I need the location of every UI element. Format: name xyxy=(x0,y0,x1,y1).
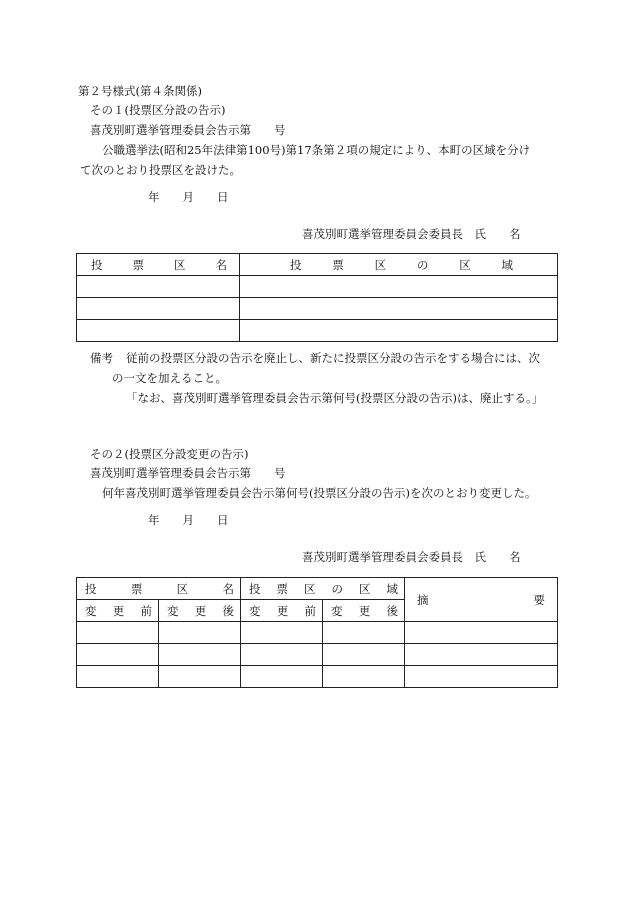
table-cell xyxy=(77,622,159,644)
header-char: 変 xyxy=(249,603,261,618)
part2-table xyxy=(76,577,558,688)
table-cell xyxy=(77,276,240,298)
header-char: 票 xyxy=(276,581,288,596)
table-row xyxy=(77,320,558,342)
header-char: 更 xyxy=(358,603,371,618)
header-char: 域 xyxy=(501,257,513,272)
table-cell xyxy=(240,320,558,342)
header-char: 更 xyxy=(194,603,207,618)
table-cell xyxy=(77,298,240,320)
header-cell xyxy=(241,578,405,600)
table-cell xyxy=(77,644,159,666)
table-header-row xyxy=(77,254,558,276)
table-cell xyxy=(240,298,558,320)
part1-notice-line: 喜茂別町選挙管理委員会告示第 号 xyxy=(90,123,286,137)
header-char: 前 xyxy=(140,603,152,618)
table-cell xyxy=(159,644,241,666)
table-cell xyxy=(241,622,323,644)
header-char: 票 xyxy=(130,581,143,596)
header-char: 要 xyxy=(533,592,545,607)
header-cell xyxy=(323,600,405,622)
header-char: 変 xyxy=(331,603,343,618)
table-row xyxy=(77,666,558,688)
table-cell xyxy=(77,666,159,688)
header-char: 投 xyxy=(290,257,302,272)
part1-body-line1: 公職選挙法(昭和25年法律第100号)第17条第２項の規定により、本町の区域を分け xyxy=(102,143,531,157)
table-cell xyxy=(159,622,241,644)
part1-table xyxy=(76,253,558,342)
header-char: 区 xyxy=(359,581,371,596)
note-line1: 従前の投票区分設の告示を廃止し、新たに投票区分設の告示をする場合には、次 xyxy=(126,351,540,365)
table-cell xyxy=(77,320,240,342)
table-cell xyxy=(241,666,323,688)
part1-heading: その１(投票区分設の告示) xyxy=(90,103,226,117)
table-cell xyxy=(323,666,405,688)
header-char: 区 xyxy=(174,257,186,272)
table-cell xyxy=(241,644,323,666)
header-char: 区 xyxy=(176,581,189,596)
part1-date: 年 月 日 xyxy=(148,190,229,204)
header-char: 投 xyxy=(85,581,97,596)
header-cell xyxy=(77,600,159,622)
header-char: 摘 xyxy=(417,592,429,607)
header-char: 後 xyxy=(386,603,398,618)
part1-body-line2: て次のとおり投票区を設けた。 xyxy=(80,163,241,177)
header-char: 変 xyxy=(85,603,97,618)
form-title: 第２号様式(第４条関係) xyxy=(78,84,202,98)
header-char: 名 xyxy=(215,257,227,272)
header-char: 区 xyxy=(459,257,471,272)
header-cell xyxy=(77,254,240,276)
header-char: 前 xyxy=(304,603,316,618)
table-cell xyxy=(405,622,558,644)
part1-signature: 喜茂別町選挙管理委員会委員長 氏 名 xyxy=(302,227,521,241)
header-char: 名 xyxy=(222,581,234,596)
header-char: 投 xyxy=(249,581,261,596)
header-char: 更 xyxy=(276,603,289,618)
part2-date: 年 月 日 xyxy=(148,513,229,527)
header-char: 後 xyxy=(222,603,234,618)
part2-signature: 喜茂別町選挙管理委員会委員長 氏 名 xyxy=(302,550,521,564)
part2-notice-line: 喜茂別町選挙管理委員会告示第 号 xyxy=(90,466,286,480)
header-cell xyxy=(159,600,241,622)
table-cell xyxy=(159,666,241,688)
header-cell xyxy=(241,600,323,622)
header-char: 区 xyxy=(304,581,316,596)
header-cell xyxy=(240,254,558,276)
part2-heading: その２(投票区分設変更の告示) xyxy=(90,447,249,461)
table-cell xyxy=(240,276,558,298)
table-cell xyxy=(323,644,405,666)
header-char: 更 xyxy=(112,603,125,618)
header-char: 変 xyxy=(167,603,179,618)
header-char: の xyxy=(416,257,429,272)
note-label: 備考 xyxy=(90,351,113,365)
header-char: 票 xyxy=(332,257,344,272)
header-cell xyxy=(77,578,241,600)
header-cell xyxy=(405,578,558,622)
table-cell xyxy=(323,622,405,644)
table-cell xyxy=(405,644,558,666)
note-line2: の一文を加えること。 xyxy=(112,371,227,385)
table-row xyxy=(77,644,558,666)
header-char: の xyxy=(331,581,343,596)
header-char: 区 xyxy=(374,257,387,272)
table-row xyxy=(77,298,558,320)
note-quote: 「なお、喜茂別町選挙管理委員会告示第何号(投票区分設の告示)は、廃止する。」 xyxy=(126,391,544,405)
table-row xyxy=(77,622,558,644)
table-cell xyxy=(405,666,558,688)
header-char: 域 xyxy=(386,581,398,596)
header-char: 票 xyxy=(132,257,144,272)
table-row xyxy=(77,276,558,298)
header-char: 投 xyxy=(91,257,103,272)
part2-body-line: 何年喜茂別町選挙管理委員会告示第何号(投票区分設の告示)を次のとおり変更した。 xyxy=(102,486,537,500)
table-header-row xyxy=(77,578,558,600)
